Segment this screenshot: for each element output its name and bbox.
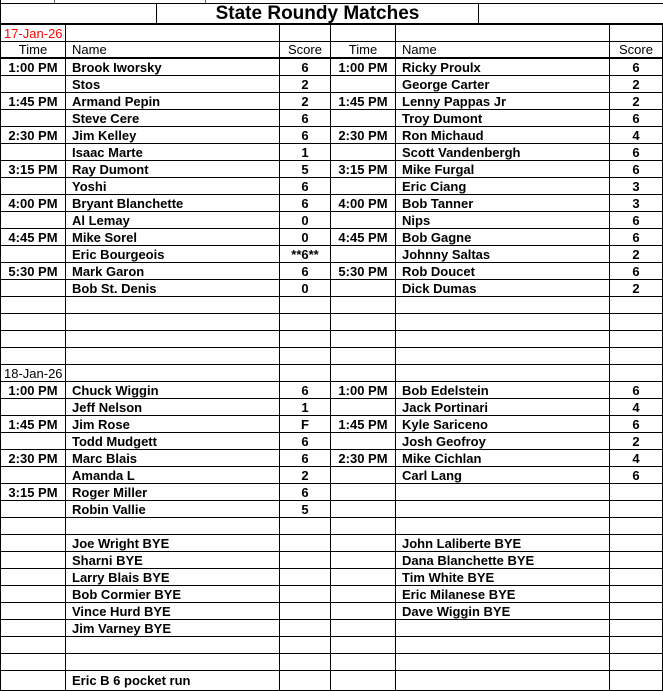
name-cell: Mike Furgal bbox=[396, 161, 610, 177]
time-cell bbox=[331, 331, 396, 347]
time-cell: 4:45 PM bbox=[331, 229, 396, 245]
name-cell: Armand Pepin bbox=[66, 93, 280, 109]
name-cell: Mike Cichlan bbox=[396, 450, 610, 466]
name-cell: Ray Dumont bbox=[66, 161, 280, 177]
time-cell bbox=[1, 501, 66, 517]
score-cell: 5 bbox=[280, 501, 331, 517]
score-cell: 2 bbox=[610, 76, 663, 92]
score-cell: 6 bbox=[280, 484, 331, 500]
name-cell: Vince Hurd BYE bbox=[66, 603, 280, 619]
name-cell: Chuck Wiggin bbox=[66, 382, 280, 398]
score-cell: 3 bbox=[610, 178, 663, 194]
time-cell: 2:30 PM bbox=[1, 127, 66, 143]
score-cell bbox=[610, 552, 663, 568]
time-cell bbox=[1, 110, 66, 126]
table-row bbox=[1, 93, 663, 110]
column-header-row bbox=[1, 42, 663, 59]
score-cell bbox=[610, 314, 663, 330]
score-cell: 6 bbox=[280, 433, 331, 449]
grid-remnant-line bbox=[205, 0, 206, 3]
time-cell bbox=[1, 620, 66, 636]
name-cell bbox=[66, 348, 280, 364]
time-cell bbox=[331, 297, 396, 313]
table-row bbox=[1, 246, 663, 263]
name-cell: Robin Vallie bbox=[66, 501, 280, 517]
table-row bbox=[1, 399, 663, 416]
table-row bbox=[1, 76, 663, 93]
name-cell: Mike Sorel bbox=[66, 229, 280, 245]
name-cell: Bob Gagne bbox=[396, 229, 610, 245]
date-cell: 17-Jan-26 bbox=[1, 25, 66, 41]
table-row bbox=[1, 110, 663, 127]
time-cell bbox=[331, 280, 396, 296]
name-cell: Nips bbox=[396, 212, 610, 228]
time-cell bbox=[331, 620, 396, 636]
score-cell bbox=[610, 484, 663, 500]
table-row bbox=[1, 433, 663, 450]
name-cell bbox=[396, 365, 610, 381]
time-cell: 1:45 PM bbox=[1, 416, 66, 432]
title-row bbox=[1, 3, 663, 25]
score-cell bbox=[280, 654, 331, 670]
name-cell: Kyle Sariceno bbox=[396, 416, 610, 432]
time-cell bbox=[331, 110, 396, 126]
time-cell bbox=[1, 654, 66, 670]
table-row bbox=[1, 569, 663, 586]
score-cell bbox=[280, 620, 331, 636]
time-cell bbox=[1, 314, 66, 330]
score-cell bbox=[280, 603, 331, 619]
name-cell bbox=[396, 297, 610, 313]
table-row bbox=[1, 671, 663, 691]
name-cell bbox=[396, 484, 610, 500]
score-cell: 2 bbox=[280, 467, 331, 483]
score-cell: 2 bbox=[610, 280, 663, 296]
time-cell bbox=[331, 569, 396, 585]
time-cell: 2:30 PM bbox=[331, 127, 396, 143]
time-cell bbox=[1, 433, 66, 449]
score-cell: 6 bbox=[280, 59, 331, 75]
time-cell: 2:30 PM bbox=[1, 450, 66, 466]
name-cell: Bob Tanner bbox=[396, 195, 610, 211]
name-cell: Eric Ciang bbox=[396, 178, 610, 194]
score-cell bbox=[610, 365, 663, 381]
name-cell bbox=[396, 501, 610, 517]
time-cell: 1:00 PM bbox=[331, 382, 396, 398]
table-row bbox=[1, 314, 663, 331]
time-cell: 1:00 PM bbox=[1, 382, 66, 398]
name-cell: Larry Blais BYE bbox=[66, 569, 280, 585]
table-row bbox=[1, 144, 663, 161]
time-cell bbox=[331, 654, 396, 670]
name-cell: Tim White BYE bbox=[396, 569, 610, 585]
time-cell bbox=[331, 637, 396, 653]
name-cell: Ron Michaud bbox=[396, 127, 610, 143]
name-cell: Brook Iworsky bbox=[66, 59, 280, 75]
score-cell bbox=[610, 25, 663, 41]
score-cell: 5 bbox=[280, 161, 331, 177]
time-cell bbox=[1, 518, 66, 534]
score-cell: 6 bbox=[610, 382, 663, 398]
name-cell bbox=[396, 654, 610, 670]
score-cell bbox=[280, 671, 331, 690]
score-cell: 4 bbox=[610, 450, 663, 466]
score-cell bbox=[610, 501, 663, 517]
score-cell bbox=[280, 637, 331, 653]
name-cell: Yoshi bbox=[66, 178, 280, 194]
score-cell: 0 bbox=[280, 280, 331, 296]
time-cell bbox=[331, 671, 396, 690]
table-row bbox=[1, 467, 663, 484]
time-cell bbox=[1, 552, 66, 568]
score-cell: 6 bbox=[280, 178, 331, 194]
name-cell: Josh Geofroy bbox=[396, 433, 610, 449]
time-cell: 3:15 PM bbox=[1, 484, 66, 500]
score-cell bbox=[280, 552, 331, 568]
table-row bbox=[1, 586, 663, 603]
score-cell: 2 bbox=[610, 433, 663, 449]
header-name: Name bbox=[396, 42, 610, 57]
score-cell: 1 bbox=[280, 399, 331, 415]
time-cell: 1:00 PM bbox=[331, 59, 396, 75]
name-cell: Jim Rose bbox=[66, 416, 280, 432]
time-cell bbox=[331, 365, 396, 381]
time-cell bbox=[331, 348, 396, 364]
name-cell: Roger Miller bbox=[66, 484, 280, 500]
table-row bbox=[1, 59, 663, 76]
table-row bbox=[1, 450, 663, 467]
table-row bbox=[1, 263, 663, 280]
score-cell: 3 bbox=[610, 195, 663, 211]
score-cell: 6 bbox=[610, 110, 663, 126]
name-cell: Marc Blais bbox=[66, 450, 280, 466]
score-cell bbox=[280, 569, 331, 585]
time-cell bbox=[1, 348, 66, 364]
time-cell bbox=[331, 603, 396, 619]
page-title: State Roundy Matches bbox=[157, 4, 479, 23]
table-row bbox=[1, 348, 663, 365]
time-cell bbox=[331, 76, 396, 92]
header-name: Name bbox=[66, 42, 280, 57]
score-cell: 6 bbox=[610, 416, 663, 432]
score-cell bbox=[610, 620, 663, 636]
score-cell: 2 bbox=[610, 246, 663, 262]
name-cell bbox=[396, 671, 610, 690]
time-cell: 5:30 PM bbox=[331, 263, 396, 279]
time-cell bbox=[331, 399, 396, 415]
time-cell bbox=[1, 246, 66, 262]
time-cell: 3:15 PM bbox=[1, 161, 66, 177]
time-cell bbox=[1, 603, 66, 619]
time-cell bbox=[1, 212, 66, 228]
score-cell: 6 bbox=[280, 263, 331, 279]
time-cell bbox=[331, 314, 396, 330]
name-cell bbox=[396, 620, 610, 636]
score-cell bbox=[280, 586, 331, 602]
time-cell bbox=[331, 518, 396, 534]
time-cell: 4:00 PM bbox=[1, 195, 66, 211]
time-cell bbox=[1, 399, 66, 415]
time-cell bbox=[331, 467, 396, 483]
table-row bbox=[1, 280, 663, 297]
score-cell: 6 bbox=[610, 229, 663, 245]
score-cell: **6** bbox=[280, 246, 331, 262]
score-cell: 2 bbox=[280, 76, 331, 92]
time-cell: 4:00 PM bbox=[331, 195, 396, 211]
score-cell bbox=[280, 518, 331, 534]
time-cell bbox=[331, 501, 396, 517]
score-cell bbox=[610, 331, 663, 347]
name-cell: Carl Lang bbox=[396, 467, 610, 483]
score-cell bbox=[610, 654, 663, 670]
name-cell: Stos bbox=[66, 76, 280, 92]
table-row bbox=[1, 382, 663, 399]
score-cell: 6 bbox=[610, 263, 663, 279]
name-cell: Joe Wright BYE bbox=[66, 535, 280, 551]
table-row bbox=[1, 331, 663, 348]
name-cell bbox=[66, 314, 280, 330]
time-cell bbox=[331, 484, 396, 500]
name-cell: Bob Edelstein bbox=[396, 382, 610, 398]
name-cell: Todd Mudgett bbox=[66, 433, 280, 449]
time-cell bbox=[331, 535, 396, 551]
score-cell: F bbox=[280, 416, 331, 432]
name-cell: Ricky Proulx bbox=[396, 59, 610, 75]
header-score: Score bbox=[280, 42, 331, 57]
table-row bbox=[1, 535, 663, 552]
time-cell bbox=[331, 212, 396, 228]
name-cell: Troy Dumont bbox=[396, 110, 610, 126]
score-cell bbox=[280, 25, 331, 41]
table-row bbox=[1, 195, 663, 212]
table-row bbox=[1, 178, 663, 195]
name-cell: Johnny Saltas bbox=[396, 246, 610, 262]
time-cell bbox=[1, 535, 66, 551]
name-cell: Bryant Blanchette bbox=[66, 195, 280, 211]
score-cell: 6 bbox=[610, 161, 663, 177]
score-cell bbox=[610, 603, 663, 619]
time-cell bbox=[1, 144, 66, 160]
score-cell bbox=[280, 535, 331, 551]
name-cell: Jeff Nelson bbox=[66, 399, 280, 415]
score-cell: 2 bbox=[610, 93, 663, 109]
score-cell bbox=[610, 348, 663, 364]
name-cell bbox=[66, 654, 280, 670]
score-cell: 4 bbox=[610, 399, 663, 415]
name-cell: Jim Varney BYE bbox=[66, 620, 280, 636]
name-cell: George Carter bbox=[396, 76, 610, 92]
table-row bbox=[1, 654, 663, 671]
score-cell: 6 bbox=[610, 144, 663, 160]
name-cell bbox=[396, 518, 610, 534]
table-row bbox=[1, 620, 663, 637]
score-cell: 6 bbox=[280, 382, 331, 398]
name-cell: Bob Cormier BYE bbox=[66, 586, 280, 602]
score-cell: 6 bbox=[610, 212, 663, 228]
score-cell bbox=[280, 365, 331, 381]
time-cell bbox=[1, 331, 66, 347]
name-cell: Amanda L bbox=[66, 467, 280, 483]
header-score: Score bbox=[610, 42, 663, 57]
time-cell: 2:30 PM bbox=[331, 450, 396, 466]
score-cell: 6 bbox=[280, 450, 331, 466]
name-cell bbox=[396, 331, 610, 347]
score-cell: 0 bbox=[280, 212, 331, 228]
score-cell: 6 bbox=[280, 195, 331, 211]
time-cell: 4:45 PM bbox=[1, 229, 66, 245]
time-cell bbox=[1, 467, 66, 483]
name-cell bbox=[66, 297, 280, 313]
score-cell: 6 bbox=[280, 127, 331, 143]
time-cell bbox=[1, 76, 66, 92]
time-cell: 1:45 PM bbox=[331, 93, 396, 109]
score-grid bbox=[1, 25, 663, 691]
time-cell bbox=[1, 671, 66, 690]
time-cell: 5:30 PM bbox=[1, 263, 66, 279]
date-row bbox=[1, 25, 663, 42]
name-cell bbox=[66, 518, 280, 534]
score-cell bbox=[610, 297, 663, 313]
name-cell bbox=[66, 331, 280, 347]
name-cell: John Laliberte BYE bbox=[396, 535, 610, 551]
score-cell bbox=[280, 348, 331, 364]
score-cell bbox=[280, 297, 331, 313]
name-cell bbox=[396, 314, 610, 330]
table-row bbox=[1, 501, 663, 518]
time-cell bbox=[331, 144, 396, 160]
time-cell bbox=[1, 297, 66, 313]
table-row bbox=[1, 297, 663, 314]
name-cell: Eric Bourgeois bbox=[66, 246, 280, 262]
table-row bbox=[1, 518, 663, 535]
score-cell: 2 bbox=[280, 93, 331, 109]
name-cell bbox=[66, 637, 280, 653]
score-cell bbox=[610, 569, 663, 585]
name-cell bbox=[396, 348, 610, 364]
name-cell: Mark Garon bbox=[66, 263, 280, 279]
cutoff-row-strip bbox=[1, 0, 663, 3]
table-row bbox=[1, 161, 663, 178]
score-cell: 6 bbox=[610, 467, 663, 483]
score-cell: 0 bbox=[280, 229, 331, 245]
name-cell: Bob St. Denis bbox=[66, 280, 280, 296]
name-cell: Al Lemay bbox=[66, 212, 280, 228]
time-cell bbox=[331, 25, 396, 41]
name-cell: Scott Vandenbergh bbox=[396, 144, 610, 160]
header-time: Time bbox=[331, 42, 396, 57]
name-cell: Jim Kelley bbox=[66, 127, 280, 143]
table-row bbox=[1, 637, 663, 654]
name-cell: Steve Cere bbox=[66, 110, 280, 126]
table-row bbox=[1, 416, 663, 433]
score-cell bbox=[610, 535, 663, 551]
score-cell bbox=[280, 331, 331, 347]
time-cell: 1:45 PM bbox=[1, 93, 66, 109]
name-cell: Lenny Pappas Jr bbox=[396, 93, 610, 109]
time-cell bbox=[331, 433, 396, 449]
score-cell bbox=[610, 518, 663, 534]
time-cell bbox=[1, 637, 66, 653]
name-cell: Dick Dumas bbox=[396, 280, 610, 296]
table-row bbox=[1, 603, 663, 620]
time-cell bbox=[1, 586, 66, 602]
score-cell bbox=[610, 637, 663, 653]
score-cell bbox=[610, 671, 663, 690]
time-cell bbox=[331, 178, 396, 194]
time-cell bbox=[1, 280, 66, 296]
name-cell bbox=[66, 365, 280, 381]
score-cell bbox=[280, 314, 331, 330]
time-cell: 3:15 PM bbox=[331, 161, 396, 177]
table-row bbox=[1, 127, 663, 144]
table-row bbox=[1, 484, 663, 501]
time-cell bbox=[331, 586, 396, 602]
score-cell: 4 bbox=[610, 127, 663, 143]
time-cell bbox=[1, 569, 66, 585]
time-cell bbox=[1, 178, 66, 194]
name-cell bbox=[66, 25, 280, 41]
time-cell bbox=[331, 246, 396, 262]
table-row bbox=[1, 229, 663, 246]
table-row bbox=[1, 212, 663, 229]
name-cell: Sharni BYE bbox=[66, 552, 280, 568]
name-cell bbox=[396, 637, 610, 653]
name-cell bbox=[396, 25, 610, 41]
time-cell bbox=[331, 552, 396, 568]
date-cell: 18-Jan-26 bbox=[1, 365, 66, 381]
table-row bbox=[1, 552, 663, 569]
date-row bbox=[1, 365, 663, 382]
title-right-spacer-cell bbox=[479, 4, 663, 23]
time-cell: 1:45 PM bbox=[331, 416, 396, 432]
title-left-spacer-cell bbox=[1, 4, 157, 23]
score-cell bbox=[610, 586, 663, 602]
name-cell: Dana Blanchette BYE bbox=[396, 552, 610, 568]
name-cell: Rob Doucet bbox=[396, 263, 610, 279]
name-cell: Eric Milanese BYE bbox=[396, 586, 610, 602]
header-time: Time bbox=[1, 42, 66, 57]
time-cell: 1:00 PM bbox=[1, 59, 66, 75]
score-cell: 6 bbox=[280, 110, 331, 126]
score-cell: 1 bbox=[280, 144, 331, 160]
name-cell: Dave Wiggin BYE bbox=[396, 603, 610, 619]
name-cell: Isaac Marte bbox=[66, 144, 280, 160]
name-cell: Jack Portinari bbox=[396, 399, 610, 415]
grid-remnant-line bbox=[54, 0, 55, 3]
score-cell: 6 bbox=[610, 59, 663, 75]
name-cell: Eric B 6 pocket run bbox=[66, 671, 280, 690]
